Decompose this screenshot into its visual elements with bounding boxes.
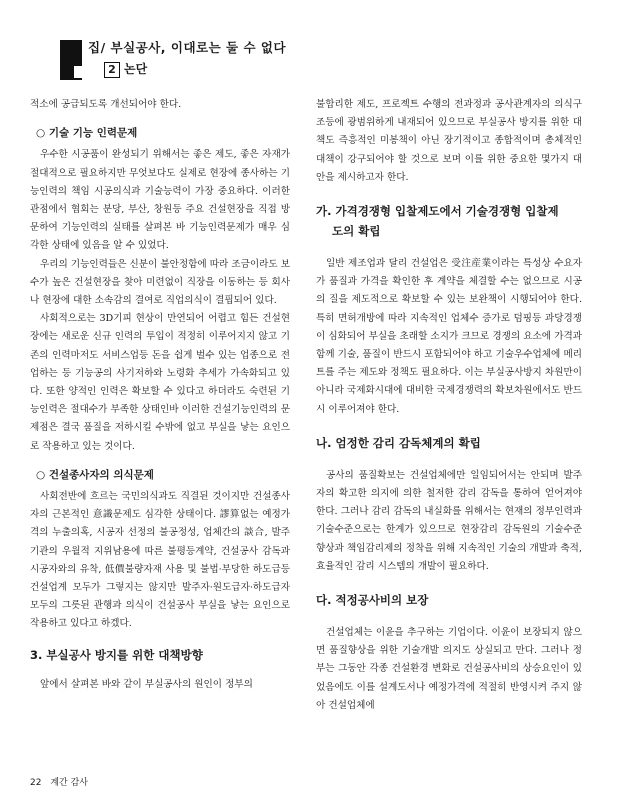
paragraph: 사회전반에 흐르는 국민의식과도 직결된 것이지만 건설종사자의 근본적인 意識문제도 심각한 상태이다. 謬算없는 예정가격의 누출의혹, 시공자 선정의 불공정성, 업체간의 談合, 발주기관의 우월적 지위남용에 따른 불평등계약, 건설공사 감독과 시공자와의 유착, 低價불량자재 사용 및 불법·부당한 하도급등 건설업계 모두가 그렇지는 않지만 발주자·원도급자·하도급자 모두의 그릇된 관행과 의식이 건설공사 부실을 낳는 요인으로 작용하고 있다고 하겠다. — [30, 491, 290, 630]
section-label — [104, 60, 147, 78]
heading-line: 도의 확립 — [332, 224, 381, 239]
feature-title: 집/ 부실공사, 이대로는 둘 수 없다 — [88, 40, 287, 55]
heading-construction-cost: 다. 적정공사비의 보장 — [316, 593, 429, 608]
heading-line: 가. 가격경쟁형 입찰제도에서 기술경쟁형 입찰제 — [316, 204, 559, 219]
publication-name: 계간 감사 — [50, 778, 88, 788]
paragraph: 일반 제조업과 달리 건설업은 受注産業이라는 특성상 수요자가 품질과 가격을 확인한 후 계약을 체결할 수는 없으므로 시공의 질을 제도적으로 확보할 수 있는 보완책이 시행되어야 한다. 특히 면허개방에 따라 지속적인 업체수 증가로 덤핑등 과당경쟁이 심화되어 부실을 초래할 소지가 크므로 경쟁의 요소에 가격과 함께 기술, 품질이 반드시 포함되어야 하고 기술우수업체에 메리트를 주는 제도와 정책도 필요하다. 이는 부실공사방지 차원만이 아니라 국제화시대에 대비한 국제경쟁력의 확보차원에서도 반드시 이루어져야 한다. — [316, 258, 582, 415]
paragraph: 건설업체는 이윤을 추구하는 기업이다. 이윤이 보장되지 않으면 품질향상을 위한 기술개발 의지도 상실되고 만다. 그러나 정부는 그동안 각종 건설환경 변화로 건설공사비의 상승요인이 있었음에도 이를 설계도서나 예정가격에 적절히 반영시켜 주지 않아 건설업체에 — [316, 627, 582, 711]
paragraph: 우수한 시공품이 완성되기 위해서는 좋은 제도, 좋은 자재가 절대적으로 필요하지만 무엇보다도 실제로 현장에 종사하는 기능인력의 책임 시공의식과 기술능력이 가장 중요하다. 이러한 관점에서 협회는 분당, 부산, 창원등 주요 건설현장을 직접 방문하여 기능인력의 실태를 살펴본 바 기능인력문제가 매우 심각한 상태에 있음을 알 수 있었다. — [30, 149, 290, 252]
paragraph: 불합리한 제도, 프로젝트 수행의 전과정과 공사관계자의 의식구조등에 광범위하게 내재되어 있으므로 부실공사 방지를 위한 대책도 즉흥적인 미봉책이 아닌 장기적이고 종합적이며 총체적인 대책이 강구되어야 할 것으로 보며 이를 위한 중요한 몇가지 대안을 제시하고자 한다. — [316, 99, 582, 183]
subheading-skill-labor: ○ 기술 기능 인력문제 — [36, 127, 138, 140]
page-footer — [30, 775, 88, 788]
paragraph: 우리의 기능인력들은 신분이 불안정함에 따라 조금이라도 보수가 높은 건설현장을 찾아 미련없이 직장을 이동하는 등 회사나 현장에 대한 소속감의 결여로 직업의식이 결핍되어 있다. — [30, 258, 290, 307]
paragraph: 앞에서 살펴본 바와 같이 부실공사의 원인이 정부의 — [40, 678, 253, 690]
section-heading-countermeasures: 3. 부실공사 방지를 위한 대책방향 — [30, 647, 203, 662]
section-name: 논단 — [124, 62, 148, 76]
section-number: 2 — [104, 62, 120, 78]
left-column — [30, 96, 290, 694]
heading-bidding-system — [316, 201, 582, 241]
heading-supervision: 나. 엄정한 감리 감독체계의 확립 — [316, 435, 481, 450]
subheading-worker-awareness: ○ 건설종사자의 의식문제 — [36, 468, 154, 481]
paragraph: 공사의 품질확보는 건설업체에만 일임되어서는 안되며 발주자의 확고한 의지에 의한 철저한 감리 감독을 통하여 얻어져야 한다. 그러나 감리 감독의 내실화를 위해서는 현재의 정부인력과 기술수준으로는 한계가 있으므로 현장감리 감독원의 기술수준 향상과 책임감리제의 정착을 위해 지속적인 기술의 개발과 축적, 효율적인 감리 시스템의 개발이 필요하다. — [316, 469, 582, 572]
right-column — [316, 96, 582, 715]
paragraph: 사회적으로는 3D기피 현상이 만연되어 어렵고 힘든 건설현장에는 새로운 신규 인력의 투입이 적정히 이루어지지 않고 기존의 인력마저도 서비스업등 돈을 쉽게 벌수 있는 업종으로 전업하는 등 기능공의 사기저하와 노령화 추세가 가속화되고 있다. 또한 양적인 인력은 확보할 수 있다고 하더라도 숙련된 기능인력은 절대수가 부족한 상태인바 이러한 건설기능인력의 문제점은 결국 품질을 저하시킬 수밖에 없고 부실을 낳는 요인으로 작용하고 있는 것이다. — [30, 313, 290, 452]
header-tab-marker — [60, 40, 82, 80]
page-header — [32, 30, 592, 90]
page-number: 22 — [30, 778, 42, 788]
paragraph: 적소에 공급되도록 개선되어야 한다. — [30, 99, 182, 110]
